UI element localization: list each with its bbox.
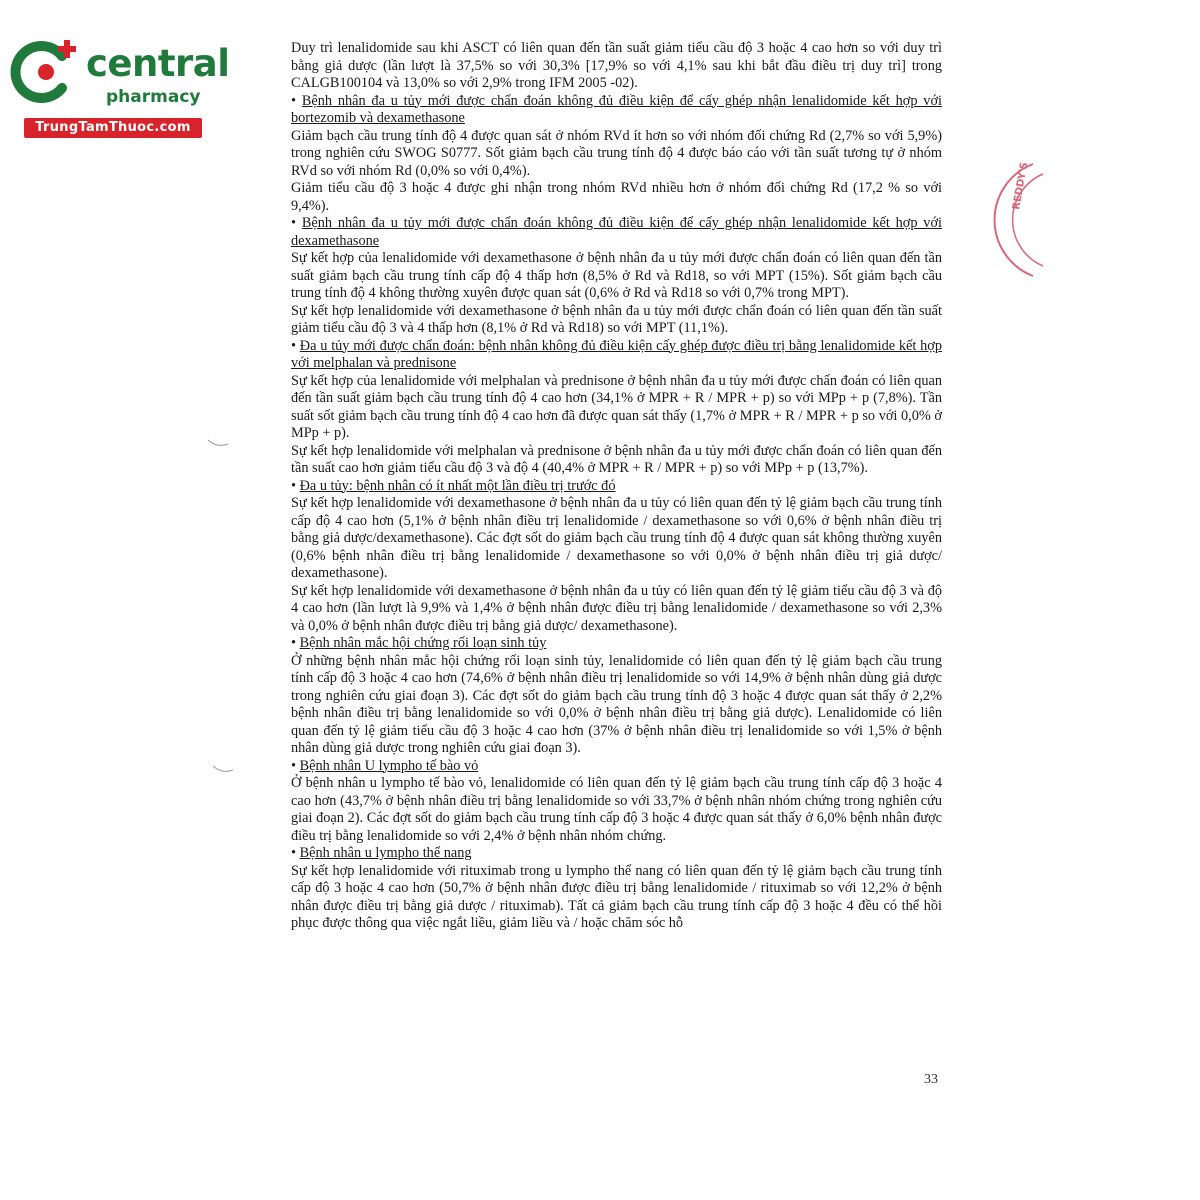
section-paragraph: Sự kết hợp của lenalidomide với melphalan và prednisone ở bệnh nhân đa u tủy mới được chẩn đoán có liên quan đến tần suất giảm bạch cầu trung tính độ 4 cao hơn (34,1% ở MPR + R / MPR + p) so với MPp + p (7,8%). Tần suất sốt giảm bạch cầu trung tính độ 4 cao hơn đã được quan sát thấy (1,7% ở MPR + R / MPR + p so với 0,0% ở MPp + p). (291, 372, 942, 441)
logo-banner: TrungTamThuoc.com (24, 118, 202, 138)
logo-wordmark: central (86, 42, 230, 85)
section-paragraph: Giảm tiểu cầu độ 3 hoặc 4 được ghi nhận trong nhóm RVd nhiều hơn ở nhóm đối chứng Rd (17,2 % so với 9,4%). (291, 180, 942, 214)
section (291, 93, 942, 216)
section-heading: • Bệnh nhân đa u tủy mới được chẩn đoán không đủ điều kiện để cấy ghép nhận lenalidomide kết hợp với bortezomib và dexamethasone (291, 92, 942, 126)
section-paragraph: Sự kết hợp lenalidomide với dexamethasone ở bệnh nhân đa u tủy có liên quan đến tỷ lệ giảm bạch cầu trung tính cấp độ 4 cao hơn (5,1% ở bệnh nhân điều trị lenalidomide / dexamethasone so với 0,6% ở bệnh nhân điều trị bằng giả dược/dexamethasone). Các đợt sốt do giảm bạch cầu trung tính độ 4 được quan sát không thường xuyên (0,6% bệnh nhân điều trị bằng lenalidomide / dexamethasone so với 0,0% ở bệnh nhân điều trị giả dược/ dexamethasone). (291, 495, 942, 581)
section (291, 758, 942, 846)
section (291, 845, 942, 933)
section (291, 338, 942, 478)
section-paragraph: Sự kết hợp lenalidomide với rituximab trong u lympho thể nang có liên quan đến tỷ lệ giảm bạch cầu trung tính cấp độ 3 hoặc 4 cao hơn (50,7% ở bệnh nhân được điều trị bằng lenalidomide / rituximab so với 12,2% ở bệnh nhân được điều trị bằng giả dược / rituximab). Tất cả giảm bạch cầu trung tính cấp độ 3 hoặc 4 đều có thể hồi phục được thông qua việc ngắt liều, giảm liều và / hoặc chăm sóc hỗ (291, 862, 942, 931)
section-paragraph: Sự kết hợp của lenalidomide với dexamethasone ở bệnh nhân đa u tủy mới được chẩn đoán có liên quan đến tần suất giảm bạch cầu trung tính cấp độ 4 thấp hơn (8,5% ở Rd và Rd18, so với MPT (15%). Sốt giảm bạch cầu trung tính độ 4 không thường xuyên được quan sát (0,6% ở Rd và Rd18 so với 0,7% trong MPT). (291, 250, 942, 301)
stamp-text: REDDY'S (1011, 161, 1031, 211)
section-paragraph: Sự kết hợp lenalidomide với melphalan và prednisone ở bệnh nhân đa u tủy mới được chẩn đoán có liên quan đến tần suất cao hơn giảm tiểu cầu độ 3 và độ 4 (40,4% ở MPR + R / MPR + p) so với MPp + p (13,7%). (291, 442, 942, 476)
section-heading: • Bệnh nhân U lympho tế bào vỏ (291, 757, 479, 774)
section-heading: • Đa u tủy: bệnh nhân có ít nhất một lần điều trị trước đó (291, 477, 616, 494)
page-number: 33 (924, 1072, 938, 1087)
section (291, 478, 942, 636)
document-body (291, 40, 942, 933)
central-pharmacy-logo[interactable] (10, 36, 230, 146)
section-paragraph: Sự kết hợp lenalidomide với dexamethasone ở bệnh nhân đa u tủy có liên quan đến tỷ lệ giảm tiểu cầu độ 3 và độ 4 cao hơn (lần lượt là 9,9% và 1,4% ở bệnh nhân được điều trị bằng lenalidomide / dexamethasone so với 2,3% và 0,0% ở bệnh nhân được điều trị bằng giả dược/ dexamethasone). (291, 582, 942, 634)
section-heading: • Bệnh nhân u lympho thể nang (291, 845, 472, 861)
section-heading: • Bệnh nhân đa u tủy mới được chẩn đoán không đủ điều kiện để cấy ghép nhận lenalidomide kết hợp với dexamethasone (291, 215, 942, 249)
section-heading: • Đa u tủy mới được chẩn đoán: bệnh nhân không đủ điều kiện cấy ghép được điều trị bằng lenalidomide kết hợp với melphalan và prednisone (291, 337, 942, 371)
section (291, 635, 942, 758)
section-paragraph: Ở những bệnh nhân mắc hội chứng rối loạn sinh tủy, lenalidomide có liên quan đến tỷ lệ giảm bạch cầu trung tính cấp độ 3 hoặc 4 cao hơn (74,6% ở bệnh nhân điều trị lenalidomide so với 14,9% ở bệnh nhân dùng giả dược trong nghiên cứu giai đoạn 3). Các đợt sốt do giảm bạch cầu trung tính độ 3 hoặc 4 được quan sát thấy ở 2,2% bệnh nhân điều trị bằng lenalidomide so với 0,0% ở bệnh nhân điều trị bằng giả dược). Lenalidomide có liên quan đến tỷ lệ giảm tiểu cầu độ 3 hoặc 4 cao hơn (37% ở bệnh nhân điều trị lenalidomide so với 1,5% ở bệnh nhân dùng giả dược trong nghiên cứu giai đoạn 3). (291, 652, 942, 756)
logo-subtitle: pharmacy (106, 87, 201, 107)
section-paragraph: Giảm bạch cầu trung tính độ 4 được quan sát ở nhóm RVd ít hơn so với nhóm đối chứng Rd (2,7% so với 5,9%) trong nghiên cứu SWOG S0777. Sốt giảm bạch cầu trung tính độ 4 được báo cáo với tần suất tương tự ở nhóm RVd so với nhóm Rd (0,0% so với 0,4%). (291, 127, 942, 179)
logo-c-cross-icon (10, 36, 80, 106)
scan-mark (212, 764, 234, 774)
company-stamp (985, 160, 1045, 280)
section (291, 215, 942, 338)
scan-mark (207, 438, 229, 448)
section-heading: • Bệnh nhân mắc hội chứng rối loạn sinh tủy (291, 635, 547, 651)
intro-paragraph: Duy trì lenalidomide sau khi ASCT có liên quan đến tần suất giảm tiểu cầu độ 3 hoặc 4 cao hơn so với duy trì bằng giả dược (lần lượt là 37,5% so với 30,3% [17,9% so với 4,1% sau khi bắt đầu điều trị duy trì] trong CALGB100104 và 13,0% so với 2,9% trong IFM 2005 -02). (291, 40, 942, 91)
section-paragraph: Ở bệnh nhân u lympho tế bào vỏ, lenalidomide có liên quan đến tỷ lệ giảm bạch cầu trung tính cấp độ 3 hoặc 4 cao hơn (43,7% ở bệnh nhân điều trị bằng lenalidomide so với 33,7% ở bệnh nhân nhóm chứng trong nghiên cứu giai đoạn 2). Các đợt sốt do giảm bạch cầu trung tính cấp độ 3 hoặc 4 được quan sát thấy ở 6,0% bệnh nhân được điều trị bằng lenalidomide so với 2,4% ở bệnh nhân nhóm chứng. (291, 775, 942, 844)
section-paragraph: Sự kết hợp lenalidomide với dexamethasone ở bệnh nhân đa u tủy mới được chẩn đoán có liên quan đến tần suất giảm tiểu cầu độ 3 và 4 thấp hơn (8,1% ở Rd và Rd18) so với MPT (11,1%). (291, 302, 942, 336)
